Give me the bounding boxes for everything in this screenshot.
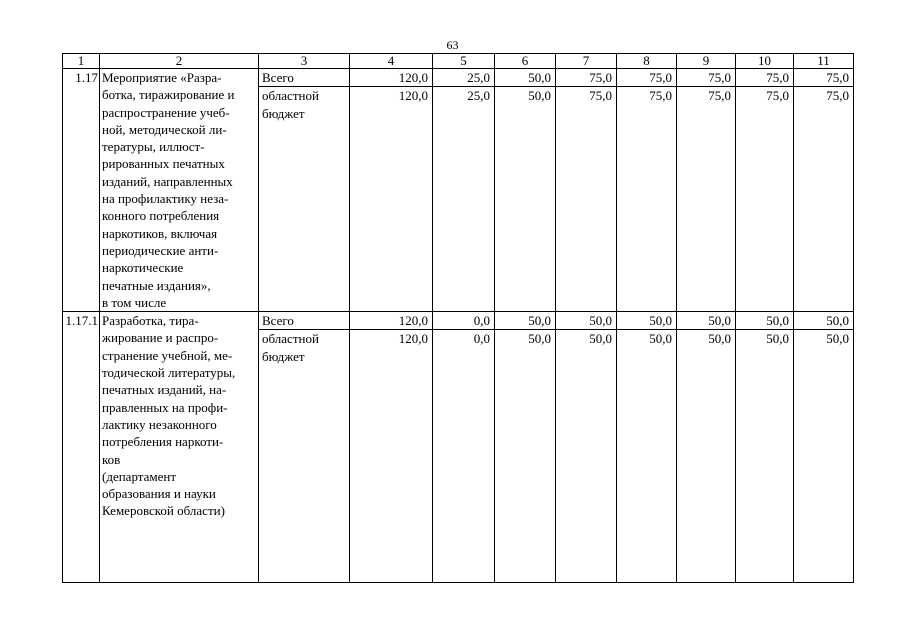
- description-line: наркотические: [102, 260, 184, 276]
- value-cell: 50,0: [495, 69, 556, 87]
- value-cell: 25,0: [433, 87, 495, 312]
- item-description: [100, 312, 259, 583]
- funding-source: [259, 87, 350, 312]
- value-cell: 120,0: [350, 87, 433, 312]
- column-number: 4: [350, 54, 433, 69]
- column-number-row: [63, 54, 854, 69]
- description-line: печатные издания»,: [102, 277, 211, 293]
- description-line: распространение учеб-: [102, 104, 230, 120]
- description-line: Кемеровской области): [102, 503, 225, 519]
- description-line: на профилактику неза-: [102, 191, 229, 207]
- description-line: конного потребления: [102, 208, 220, 224]
- funding-source-line: Всего: [262, 70, 294, 85]
- value-cell: 75,0: [794, 87, 854, 312]
- value-cell: 75,0: [736, 69, 794, 87]
- description-line: рированных печатных: [102, 156, 225, 172]
- value-cell: 50,0: [495, 87, 556, 312]
- value-cell: 50,0: [677, 330, 736, 583]
- column-number: 5: [433, 54, 495, 69]
- value-cell: 75,0: [794, 69, 854, 87]
- description-line: (департамент: [102, 468, 177, 484]
- value-cell: 75,0: [677, 87, 736, 312]
- funding-source-line: областной: [262, 331, 319, 347]
- column-number: 1: [63, 54, 100, 69]
- table-row: [63, 312, 854, 330]
- value-cell: 50,0: [556, 330, 617, 583]
- value-cell: 0,0: [433, 312, 495, 330]
- column-number: 2: [100, 54, 259, 69]
- value-cell: 50,0: [677, 312, 736, 330]
- budget-table: [62, 53, 854, 583]
- description-line: Разработка, тира-: [102, 313, 199, 329]
- funding-source: [259, 69, 350, 87]
- value-cell: 50,0: [495, 312, 556, 330]
- column-number: 10: [736, 54, 794, 69]
- value-cell: 50,0: [736, 330, 794, 583]
- value-cell: 50,0: [617, 330, 677, 583]
- value-cell: 25,0: [433, 69, 495, 87]
- value-cell: 50,0: [736, 312, 794, 330]
- table-row: [63, 69, 854, 87]
- column-number: 6: [495, 54, 556, 69]
- funding-source: [259, 312, 350, 330]
- description-line: жирование и распро-: [102, 330, 219, 346]
- description-line: в том числе: [102, 294, 167, 310]
- value-cell: 120,0: [350, 330, 433, 583]
- value-cell: 50,0: [495, 330, 556, 583]
- value-cell: 50,0: [794, 330, 854, 583]
- value-cell: 50,0: [556, 312, 617, 330]
- value-cell: 75,0: [677, 69, 736, 87]
- column-number: 3: [259, 54, 350, 69]
- column-number: 7: [556, 54, 617, 69]
- value-cell: 120,0: [350, 69, 433, 87]
- description-line: образования и науки: [102, 486, 216, 502]
- description-line: правленных на профи-: [102, 399, 228, 415]
- item-description: [100, 69, 259, 312]
- description-line: печатных изданий, на-: [102, 382, 227, 398]
- value-cell: 0,0: [433, 330, 495, 583]
- funding-source-line: бюджет: [262, 105, 305, 121]
- funding-source-line: бюджет: [262, 348, 305, 364]
- description-line: ков: [102, 451, 121, 467]
- value-cell: 75,0: [617, 69, 677, 87]
- description-line: потребления наркоти-: [102, 434, 224, 450]
- item-code: 1.17: [63, 69, 100, 312]
- column-number: 8: [617, 54, 677, 69]
- value-cell: 120,0: [350, 312, 433, 330]
- column-number: 11: [794, 54, 854, 69]
- funding-source: [259, 330, 350, 583]
- description-line: тературы, иллюст-: [102, 139, 205, 155]
- description-line: тодической литературы,: [102, 365, 236, 381]
- item-code: 1.17.1: [63, 312, 100, 583]
- funding-source-line: Всего: [262, 313, 294, 329]
- description-line: изданий, направленных: [102, 173, 233, 189]
- value-cell: 75,0: [617, 87, 677, 312]
- column-number: 9: [677, 54, 736, 69]
- description-line: наркотиков, включая: [102, 225, 218, 241]
- value-cell: 75,0: [556, 87, 617, 312]
- value-cell: 75,0: [736, 87, 794, 312]
- description-line: лактику незаконного: [102, 416, 217, 432]
- description-line: странение учебной, ме-: [102, 347, 233, 363]
- description-line: периодические анти-: [102, 242, 219, 258]
- description-line: ной, методической ли-: [102, 121, 227, 137]
- description-line: Мероприятие «Разра-: [102, 70, 222, 85]
- value-cell: 50,0: [617, 312, 677, 330]
- funding-source-line: областной: [262, 88, 319, 104]
- description-line: ботка, тиражирование и: [102, 87, 235, 103]
- value-cell: 75,0: [556, 69, 617, 87]
- value-cell: 50,0: [794, 312, 854, 330]
- page-number: 63: [446, 38, 459, 52]
